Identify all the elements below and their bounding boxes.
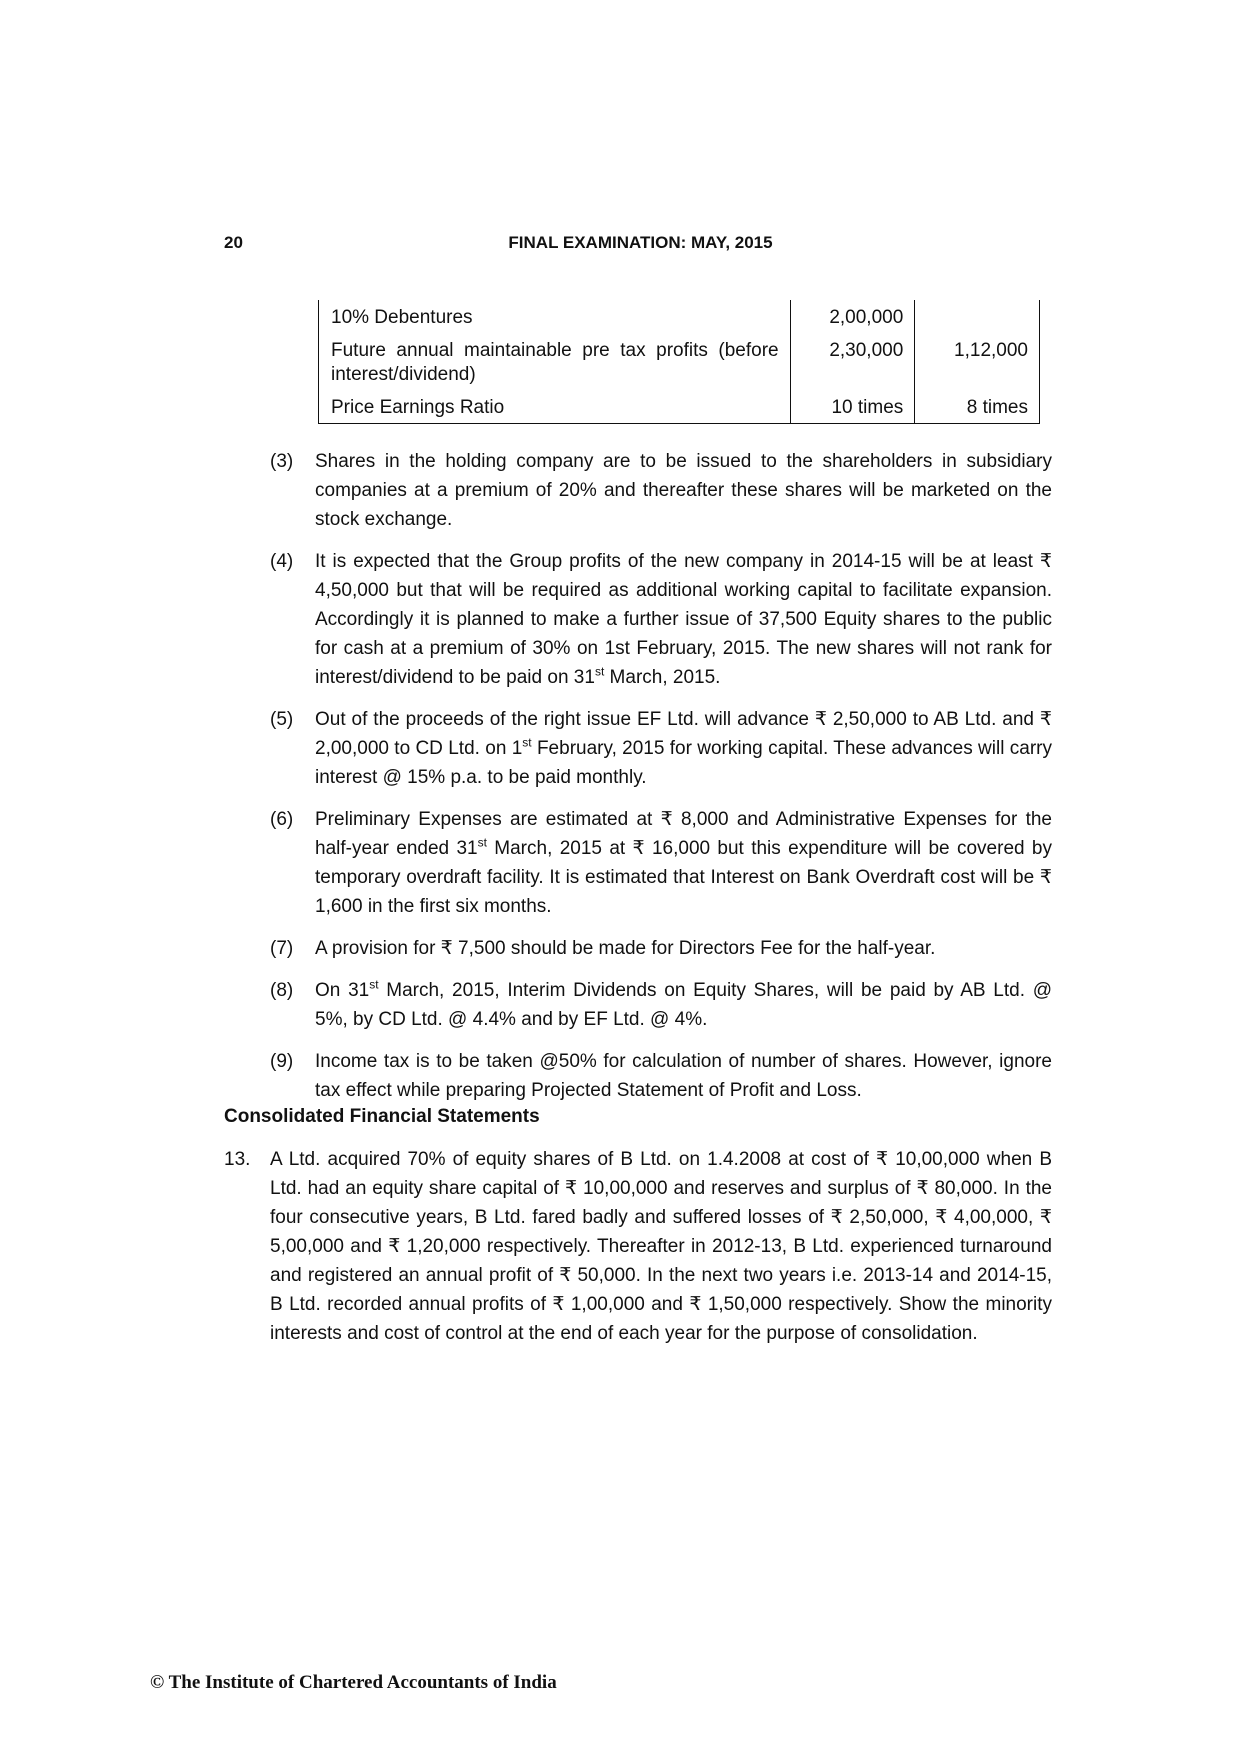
condition-item [270,705,1052,792]
condition-item [270,447,1052,534]
condition-item [270,1047,1052,1105]
condition-text: Shares in the holding company are to be issued to the shareholders in subsidiary companies at a premium of 20% and thereafter these shares will be marketed on the stock exchange. [315,451,1052,530]
condition-text: Out of the proceeds of the right issue EF Ltd. will advance ₹ 2,50,000 to AB Ltd. and ₹ 2,00,000 to CD Ltd. on 1st February, 2015 for working capital. These advances will carry interest @ 15% p.a. to be paid monthly. [315,709,1052,788]
row-value-1: 2,00,000 [790,300,915,333]
condition-text: Income tax is to be taken @50% for calculation of number of shares. However, ignore tax effect while preparing Projected Statement of Profit and Loss. [315,1051,1052,1101]
condition-text: It is expected that the Group profits of the new company in 2014-15 will be at least ₹ 4,50,000 but that will be required as additional working capital to facilitate expansion. Accordingly it is planned to make a further issue of 37,500 Equity shares to the public for cash at a premium of 30% on 1st February, 2015. The new shares will not rank for interest/dividend to be paid on 31st March, 2015. [315,551,1052,688]
condition-number: (5) [270,709,294,730]
condition-number: (6) [270,809,294,830]
row-value-2: 8 times [915,390,1040,424]
condition-text: Preliminary Expenses are estimated at ₹ 8,000 and Administrative Expenses for the half-year ended 31st March, 2015 at ₹ 16,000 but this expenditure will be covered by temporary overdraft facility. It is estimated that Interest on Bank Overdraft cost will be ₹ 1,600 in the first six months. [315,809,1052,917]
section-heading: Consolidated Financial Statements [224,1106,540,1127]
condition-number: (3) [270,451,294,472]
row-value-2 [915,300,1040,333]
running-header: FINAL EXAMINATION: MAY, 2015 [508,233,773,252]
row-label: 10% Debentures [319,300,791,333]
row-value-1: 2,30,000 [790,333,915,390]
condition-item [270,805,1052,921]
condition-item [270,934,1052,963]
table-row [319,333,1040,390]
condition-text: A provision for ₹ 7,500 should be made for Directors Fee for the half-year. [315,938,936,959]
question-13 [224,1145,1052,1348]
row-value-2: 1,12,000 [915,333,1040,390]
condition-number: (4) [270,551,294,572]
question-number: 13. [224,1149,251,1170]
financial-table [318,300,1040,424]
row-label: Price Earnings Ratio [319,390,791,424]
question-text: A Ltd. acquired 70% of equity shares of B Ltd. on 1.4.2008 at cost of ₹ 10,00,000 when B Ltd. had an equity share capital of ₹ 10,00,000 and reserves and surplus of ₹ 80,000. In the four consecutive years, B Ltd. fared badly and suffered losses of ₹ 2,50,000, ₹ 4,00,000, ₹ 5,00,000 and ₹ 1,20,000 respectively. Thereafter in 2012-13, B Ltd. experienced turnaround and registered an annual profit of ₹ 50,000. In the next two years i.e. 2013-14 and 2014-15, B Ltd. recorded annual profits of ₹ 1,00,000 and ₹ 1,50,000 respectively. Show the minority interests and cost of control at the end of each year for the purpose of consolidation. [270,1149,1052,1344]
page-number: 20 [224,233,243,252]
condition-item [270,976,1052,1034]
condition-number: (7) [270,938,294,959]
condition-number: (9) [270,1051,294,1072]
conditions-list [270,447,1052,1118]
condition-number: (8) [270,980,294,1001]
row-value-1: 10 times [790,390,915,424]
table-row [319,300,1040,333]
condition-item [270,547,1052,692]
condition-text: On 31st March, 2015, Interim Dividends on Equity Shares, will be paid by AB Ltd. @ 5%, by CD Ltd. @ 4.4% and by EF Ltd. @ 4%. [315,977,1052,1030]
table-row [319,390,1040,424]
row-label: Future annual maintainable pre tax profits (before interest/dividend) [319,333,791,390]
footer-copyright: © The Institute of Chartered Accountants of India [150,1672,557,1693]
